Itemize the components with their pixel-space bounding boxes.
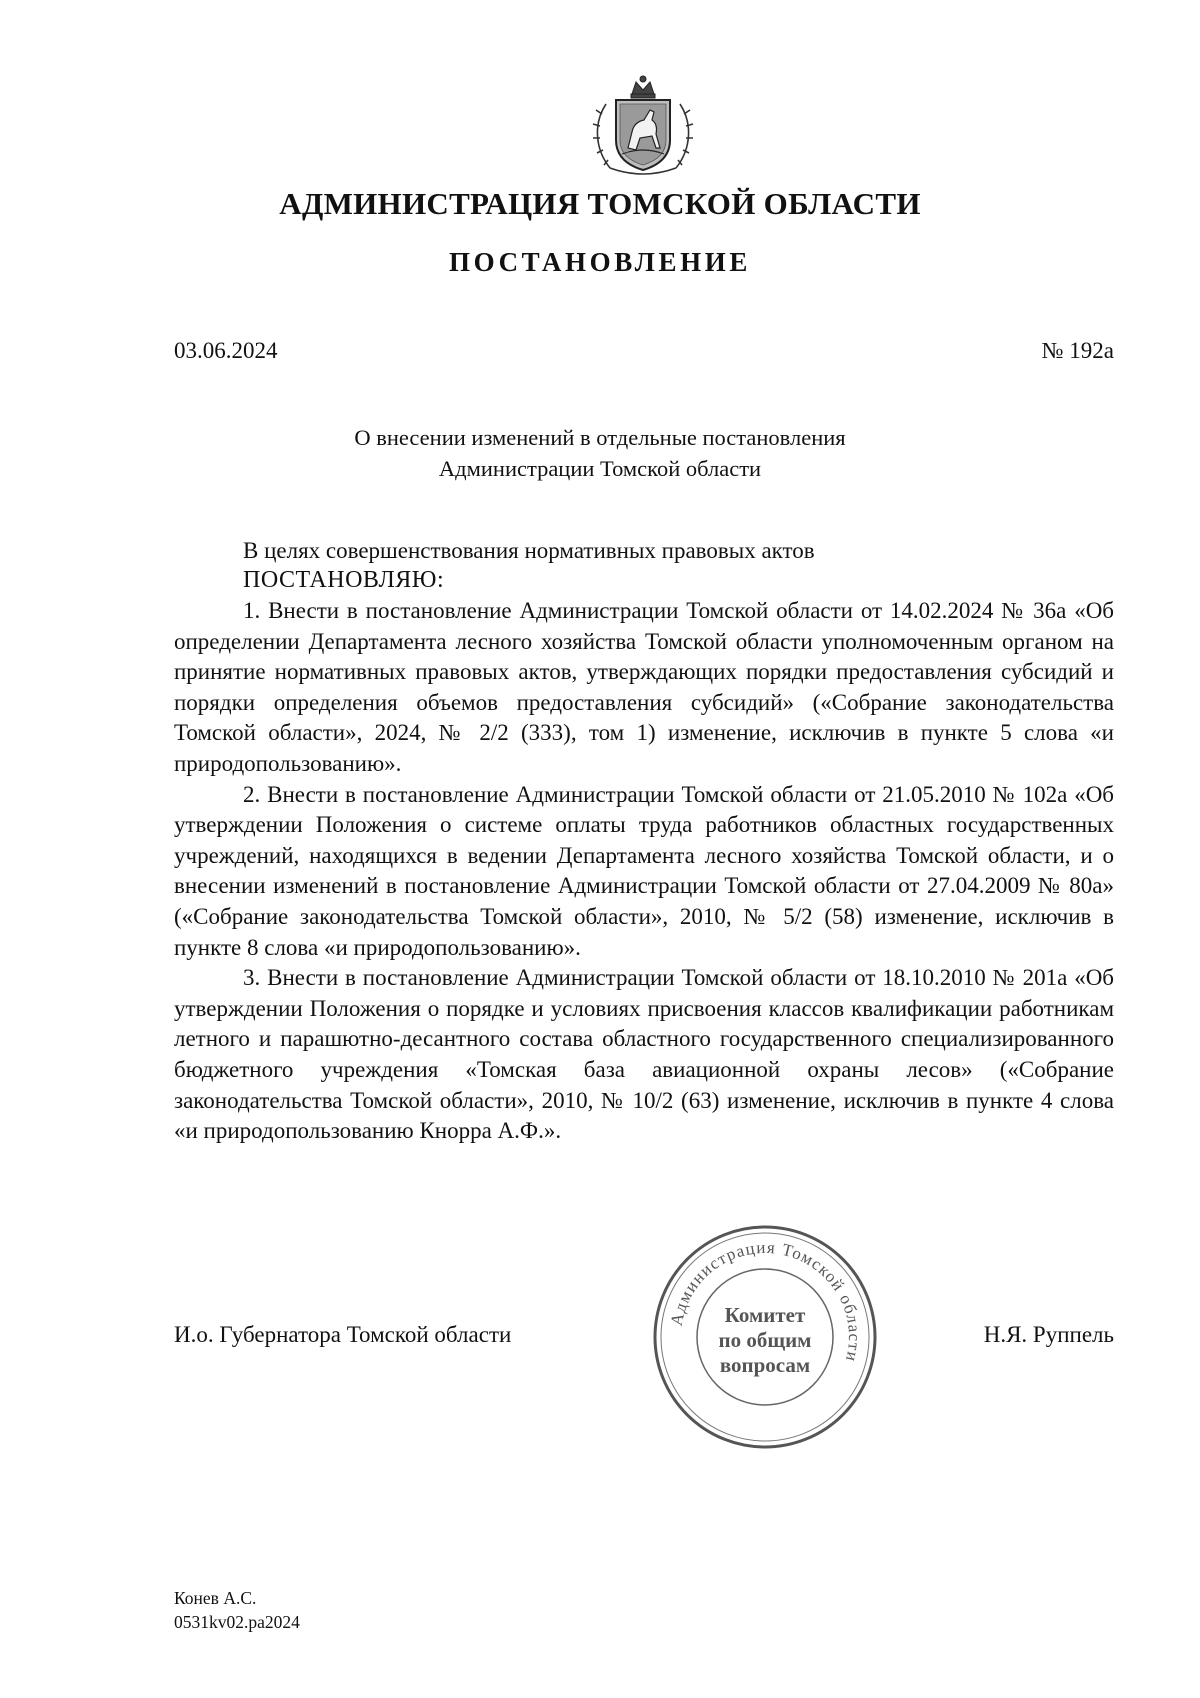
executor-file-code: 0531kv02.pa2024 — [174, 1612, 300, 1632]
document-type-title: ПОСТАНОВЛЕНИЕ — [449, 247, 751, 277]
signatory-title: И.о. Губернатора Томской области — [174, 1322, 512, 1347]
document-subject — [0, 422, 1200, 484]
paragraph-1: 1. Внести в постановление Администрации Томской области от 14.02.2024 № 36а «Об определении Департамента лесного хозяйства Томской области уполномоченным органом на принятие нормативных правовых актов, утверждающих порядки предоставления субсидий и порядки определения объемов предоставления субсидий» («Собрание законодательства Томской области», 2024, № 2/2 (333), том 1) изменение, исключив в пункте 5 слова «и природопользованию». — [174, 598, 1114, 776]
document-number: № 192а — [1041, 338, 1114, 363]
stamp-center-line-1: Комитет — [724, 1303, 806, 1327]
subject-line-2: Администрации Томской области — [438, 456, 762, 481]
paragraph-2: 2. Внести в постановление Администрации Томской области от 21.05.2010 № 102а «Об утверждении Положения о системе оплаты труда работников областных государственных учреждений, находящихся в ведении Департамента лесного хозяйства Томской области, и о внесении изменений в постановление Администрации Томской области от 27.04.2009 № 80а» («Собрание законодательства Томской области», 2010, № 5/2 (58) изменение, исключив в пункте 8 слова «и природопользованию». — [174, 781, 1114, 960]
executor-block — [174, 1586, 300, 1634]
stamp-ring-text: Администрация Томской области — [666, 1237, 865, 1365]
official-stamp-icon — [650, 1222, 880, 1452]
organization-title: АДМИНИСТРАЦИЯ ТОМСКОЙ ОБЛАСТИ — [279, 186, 921, 221]
intro-text: В целях совершенствования нормативных правовых актов — [243, 538, 815, 563]
signatory-name: Н.Я. Руппель — [983, 1322, 1114, 1347]
decree-word: ПОСТАНОВЛЯЮ: — [243, 567, 445, 593]
paragraph-3: 3. Внести в постановление Администрации Томской области от 18.10.2010 № 201а «Об утверждении Положения о порядке и условиях присвоения классов квалификации работникам летного и парашютно-десантного состава областного государственного специализированного бюджетного учреждения «Томская база авиационной охраны лесов» («Собрание законодательства Томской области», 2010, № 10/2 (63) изменение, исключив в пункте 4 слова «и природопользованию Кнорра А.Ф.». — [174, 965, 1114, 1144]
document-body — [174, 596, 1114, 1147]
stamp-center-line-2: по общим — [718, 1328, 812, 1352]
coat-of-arms-icon — [588, 70, 698, 182]
subject-line-1: О внесении изменений в отдельные постановления — [354, 425, 846, 450]
document-date: 03.06.2024 — [174, 338, 278, 363]
stamp-center-line-3: вопросам — [719, 1353, 811, 1377]
executor-name: Конев А.С. — [174, 1588, 257, 1608]
